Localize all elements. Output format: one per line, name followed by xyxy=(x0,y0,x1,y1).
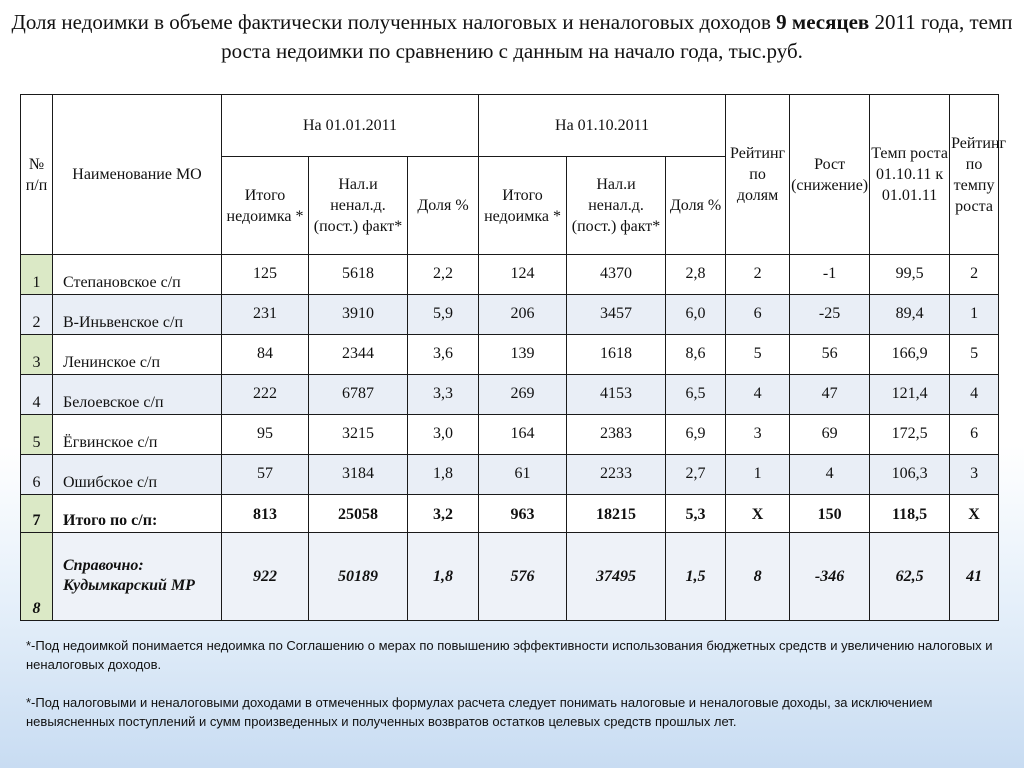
row-number: 4 xyxy=(21,375,53,415)
cell-tax-income-1: 3910 xyxy=(309,295,408,335)
table-row xyxy=(21,295,999,335)
cell-growth: 69 xyxy=(790,415,870,455)
cell-arrears-2: 164 xyxy=(479,415,567,455)
cell-arrears-2: 576 xyxy=(479,533,567,621)
header-growth: Рост (снижение) xyxy=(790,95,870,255)
header-total-arrears-1: Итого недоимка * xyxy=(222,157,309,255)
total-row xyxy=(21,495,999,533)
cell-growth: 4 xyxy=(790,455,870,495)
cell-share-2: 8,6 xyxy=(666,335,726,375)
header-name: Наименование МО xyxy=(53,95,222,255)
cell-rating-rate: 3 xyxy=(950,455,999,495)
cell-tax-income-2: 37495 xyxy=(567,533,666,621)
header-rating-rate: Рейтинг по темпу роста xyxy=(950,95,999,255)
cell-rating-share: 1 xyxy=(726,455,790,495)
cell-rating-share: 6 xyxy=(726,295,790,335)
reference-row xyxy=(21,533,999,621)
municipality-name: Ёгвинское с/п xyxy=(53,415,222,455)
cell-share-2: 1,5 xyxy=(666,533,726,621)
row-number: 6 xyxy=(21,455,53,495)
cell-share-2: 6,0 xyxy=(666,295,726,335)
cell-share-2: 6,5 xyxy=(666,375,726,415)
cell-rating-share: 5 xyxy=(726,335,790,375)
cell-arrears-1: 922 xyxy=(222,533,309,621)
cell-arrears-1: 125 xyxy=(222,255,309,295)
cell-rate: 118,5 xyxy=(870,495,950,533)
cell-rate: 99,5 xyxy=(870,255,950,295)
cell-arrears-2: 269 xyxy=(479,375,567,415)
footnote-arrears: *-Под недоимкой понимается недоимка по Соглашению о мерах по повышению эффективности использования бюджетных средств и увеличению налоговых и неналоговых доходов. xyxy=(26,638,993,672)
cell-tax-income-1: 25058 xyxy=(309,495,408,533)
cell-share-1: 3,6 xyxy=(408,335,479,375)
cell-share-2: 6,9 xyxy=(666,415,726,455)
cell-growth: 150 xyxy=(790,495,870,533)
cell-tax-income-1: 5618 xyxy=(309,255,408,295)
header-period-2: На 01.10.2011 xyxy=(479,95,726,157)
arrears-table xyxy=(20,94,1007,621)
cell-arrears-2: 206 xyxy=(479,295,567,335)
cell-share-1: 3,0 xyxy=(408,415,479,455)
row-number: 7 xyxy=(21,495,53,533)
cell-tax-income-2: 2233 xyxy=(567,455,666,495)
cell-arrears-2: 124 xyxy=(479,255,567,295)
cell-growth: -1 xyxy=(790,255,870,295)
table-row xyxy=(21,335,999,375)
header-rating-share: Рейтинг по долям xyxy=(726,95,790,255)
municipality-name: Степановское с/п xyxy=(53,255,222,295)
table-row xyxy=(21,255,999,295)
table-row xyxy=(21,375,999,415)
row-number: 1 xyxy=(21,255,53,295)
table-row xyxy=(21,415,999,455)
municipality-name: Справочно: Кудымкарский МР xyxy=(53,533,222,621)
cell-tax-income-1: 50189 xyxy=(309,533,408,621)
cell-share-1: 3,2 xyxy=(408,495,479,533)
header-num: № п/п xyxy=(21,95,53,255)
cell-rating-rate: 4 xyxy=(950,375,999,415)
footnotes xyxy=(26,636,1016,731)
cell-rating-share: 8 xyxy=(726,533,790,621)
cell-tax-income-1: 3215 xyxy=(309,415,408,455)
row-number: 3 xyxy=(21,335,53,375)
cell-tax-income-2: 18215 xyxy=(567,495,666,533)
cell-growth: -346 xyxy=(790,533,870,621)
cell-share-1: 1,8 xyxy=(408,533,479,621)
header-share-1: Доля % xyxy=(408,157,479,255)
header-period-1: На 01.01.2011 xyxy=(222,95,479,157)
cell-share-1: 5,9 xyxy=(408,295,479,335)
header-total-arrears-2: Итого недоимка * xyxy=(479,157,567,255)
row-number: 2 xyxy=(21,295,53,335)
title-text-end: 2011 года, темп роста недоимки по сравнению с данным на начало года, тыс.руб. xyxy=(221,10,1013,63)
cell-rating-rate: 5 xyxy=(950,335,999,375)
header-tax-income-2: Нал.и ненал.д. (пост.) факт* xyxy=(567,157,666,255)
cell-arrears-1: 813 xyxy=(222,495,309,533)
row-number: 8 xyxy=(21,533,53,621)
cell-growth: 47 xyxy=(790,375,870,415)
cell-rating-share: 2 xyxy=(726,255,790,295)
municipality-name: Итого по с/п: xyxy=(53,495,222,533)
cell-rate: 106,3 xyxy=(870,455,950,495)
cell-rating-rate: 6 xyxy=(950,415,999,455)
cell-rating-share: 4 xyxy=(726,375,790,415)
cell-growth: 56 xyxy=(790,335,870,375)
cell-tax-income-2: 3457 xyxy=(567,295,666,335)
title-period: 9 месяцев xyxy=(776,10,870,34)
cell-share-2: 2,8 xyxy=(666,255,726,295)
cell-arrears-2: 963 xyxy=(479,495,567,533)
cell-share-1: 1,8 xyxy=(408,455,479,495)
cell-arrears-1: 84 xyxy=(222,335,309,375)
footnote-income: *-Под налоговыми и неналоговыми доходами в отмеченных формулах расчета следует понимать налоговые и неналоговые доходы, за исключением невыясненных поступлений и сумм произведенных и полученных возвратов остатков целевых средств прошлых лет. xyxy=(26,695,933,729)
header-tax-income-1: Нал.и ненал.д. (пост.) факт* xyxy=(309,157,408,255)
municipality-name: Ошибское с/п xyxy=(53,455,222,495)
cell-tax-income-2: 4153 xyxy=(567,375,666,415)
cell-tax-income-2: 1618 xyxy=(567,335,666,375)
cell-rate: 121,4 xyxy=(870,375,950,415)
cell-tax-income-1: 2344 xyxy=(309,335,408,375)
header-rate: Темп роста 01.10.11 к 01.01.11 xyxy=(870,95,950,255)
cell-rate: 62,5 xyxy=(870,533,950,621)
cell-rating-rate: 1 xyxy=(950,295,999,335)
cell-arrears-2: 139 xyxy=(479,335,567,375)
cell-rate: 89,4 xyxy=(870,295,950,335)
municipality-name: Белоевское с/п xyxy=(53,375,222,415)
cell-arrears-1: 231 xyxy=(222,295,309,335)
cell-share-2: 5,3 xyxy=(666,495,726,533)
cell-tax-income-2: 2383 xyxy=(567,415,666,455)
municipality-name: Ленинское с/п xyxy=(53,335,222,375)
cell-arrears-1: 222 xyxy=(222,375,309,415)
title-text: Доля недоимки в объеме фактически полученных налоговых и неналоговых доходов xyxy=(11,10,777,34)
header-share-2: Доля % xyxy=(666,157,726,255)
table-row xyxy=(21,455,999,495)
row-number: 5 xyxy=(21,415,53,455)
cell-rate: 166,9 xyxy=(870,335,950,375)
cell-arrears-2: 61 xyxy=(479,455,567,495)
cell-share-2: 2,7 xyxy=(666,455,726,495)
municipality-name: В-Иньвенское с/п xyxy=(53,295,222,335)
cell-arrears-1: 57 xyxy=(222,455,309,495)
cell-rating-rate: Х xyxy=(950,495,999,533)
cell-arrears-1: 95 xyxy=(222,415,309,455)
page-title xyxy=(10,8,1014,66)
cell-rating-share: 3 xyxy=(726,415,790,455)
cell-tax-income-1: 6787 xyxy=(309,375,408,415)
cell-share-1: 3,3 xyxy=(408,375,479,415)
cell-rating-share: Х xyxy=(726,495,790,533)
cell-rating-rate: 41 xyxy=(950,533,999,621)
cell-tax-income-2: 4370 xyxy=(567,255,666,295)
cell-tax-income-1: 3184 xyxy=(309,455,408,495)
cell-rate: 172,5 xyxy=(870,415,950,455)
cell-rating-rate: 2 xyxy=(950,255,999,295)
cell-share-1: 2,2 xyxy=(408,255,479,295)
cell-growth: -25 xyxy=(790,295,870,335)
